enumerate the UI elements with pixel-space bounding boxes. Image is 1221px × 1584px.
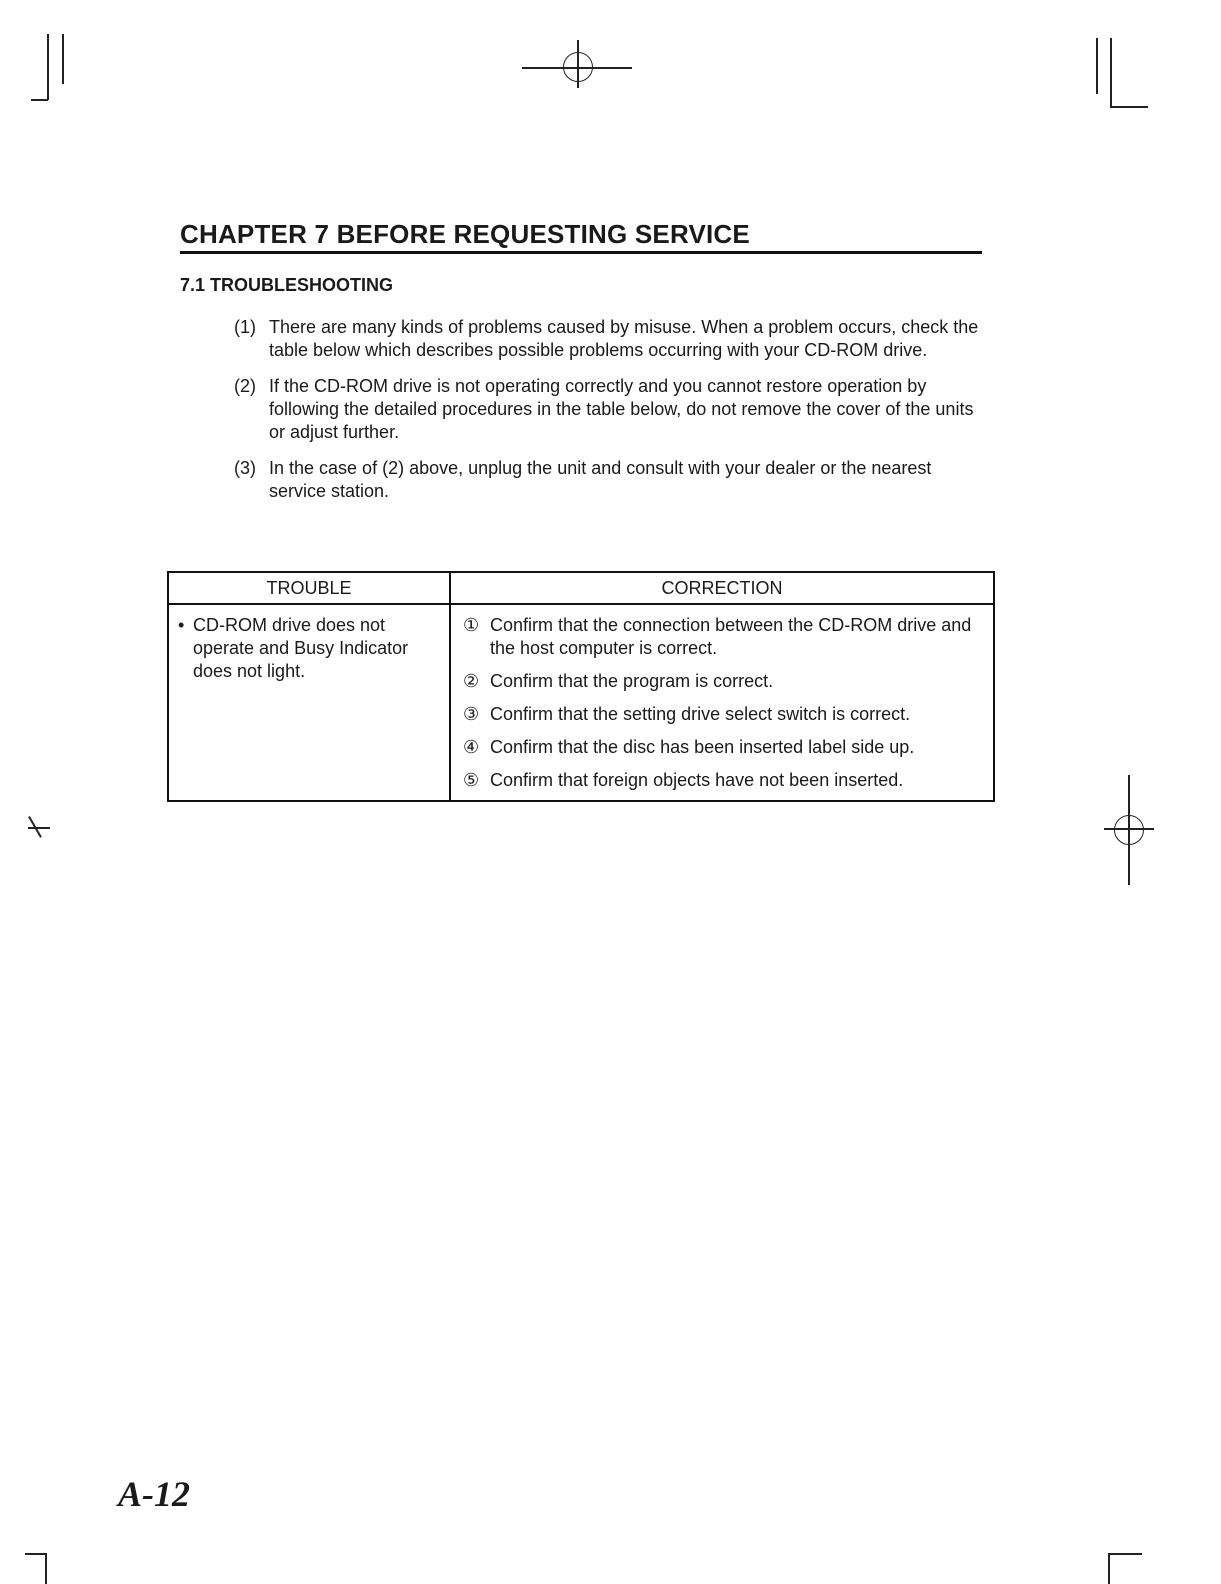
intro-item-text: If the CD-ROM drive is not operating correctly and you cannot restore operation by following the detailed procedures in the table below, do not remove the cover of the units or adjust further. (269, 376, 974, 442)
intro-item-number: (1) (234, 317, 256, 337)
correction-item (463, 670, 983, 693)
intro-item (234, 316, 982, 362)
correction-text: Confirm that the disc has been inserted label side up. (490, 737, 915, 757)
correction-number: ③ (463, 704, 480, 724)
trouble-text: CD-ROM drive does not operate and Busy Indicator does not light. (193, 615, 409, 681)
page-number: A-12 (118, 1474, 190, 1514)
correction-item (463, 614, 983, 660)
correction-item (463, 736, 983, 759)
correction-text: Confirm that the setting drive select switch is correct. (490, 704, 911, 724)
header-correction: CORRECTION (450, 572, 994, 604)
intro-item-text: There are many kinds of problems caused by misuse. When a problem occurs, check the table below which describes possible problems occurring with your CD-ROM drive. (269, 317, 979, 360)
trouble-cell (168, 604, 450, 801)
chapter-title: CHAPTER 7 BEFORE REQUESTING SERVICE (180, 218, 982, 254)
intro-item-number: (2) (234, 376, 256, 396)
table-header-row (168, 572, 994, 604)
correction-number: ① (463, 615, 480, 635)
troubleshooting-table (167, 571, 995, 802)
table-row (168, 604, 994, 801)
correction-text: Confirm that the program is correct. (490, 671, 774, 691)
intro-item-text: In the case of (2) above, unplug the unit and consult with your dealer or the nearest service station. (269, 458, 932, 501)
intro-item-number: (3) (234, 458, 256, 478)
intro-item (234, 457, 982, 503)
trouble-item (178, 614, 439, 683)
bullet-icon: • (178, 615, 185, 635)
intro-item (234, 375, 982, 444)
correction-item (463, 703, 983, 726)
section-title: 7.1 TROUBLESHOOTING (180, 275, 394, 295)
correction-cell (450, 604, 994, 801)
correction-text: Confirm that the connection between the CD-ROM drive and the host computer is correct. (490, 615, 972, 658)
intro-list (234, 316, 982, 516)
correction-number: ② (463, 671, 480, 691)
correction-number: ④ (463, 737, 480, 757)
correction-item (463, 769, 983, 792)
header-trouble: TROUBLE (168, 572, 450, 604)
correction-text: Confirm that foreign objects have not been inserted. (490, 770, 904, 790)
correction-number: ⑤ (463, 770, 480, 790)
